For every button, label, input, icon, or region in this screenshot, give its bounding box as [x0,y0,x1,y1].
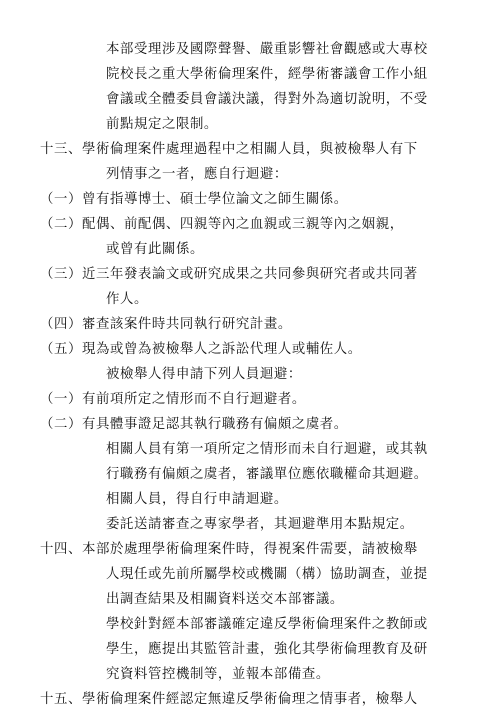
text-line: （一）有前項所定之情形而不自行迴避者。 [40,392,306,407]
text-line: 十四、本部於處理學術倫理案件時，得視案件需要，請被檢舉 [40,542,418,557]
text-line: 前點規定之限制。 [106,117,218,132]
text-line: 院校長之重大學術倫理案件，經學術審議會工作小組 [106,67,428,82]
text-line: 學校針對經本部審議確定違反學術倫理案件之教師或 [106,617,428,632]
text-line: （四）審查該案件時共同執行研究計畫。 [40,317,292,332]
text-line: 本部受理涉及國際聲譽、嚴重影響社會觀感或大專校 [106,42,428,57]
text-line: 學生，應提出其監管計畫，強化其學術倫理教育及研 [106,642,428,657]
text-line: 究資料管控機制等，並報本部備查。 [106,667,330,682]
text-line: 相關人員，得自行申請迴避。 [106,492,288,507]
text-line: 行職務有偏頗之虞者，審議單位應依職權命其迴避。 [106,467,428,482]
text-line: 列情事之一者，應自行迴避： [106,167,288,182]
text-line: （三）近三年發表論文或研究成果之共同參與研究者或共同著 [40,267,418,282]
text-line: （一）曾有指導博士、碩士學位論文之師生關係。 [40,192,348,207]
text-line: 出調查結果及相關資料送交本部審議。 [106,592,344,607]
text-line: 十三、學術倫理案件處理過程中之相關人員，與被檢舉人有下 [40,142,418,157]
text-line: 會議或全體委員會議決議，得對外為適切說明，不受 [106,92,428,107]
text-line: （二）配偶、前配偶、四親等內之血親或三親等內之姻親， [40,217,404,232]
text-line: 或曾有此關係。 [106,242,204,257]
text-line: 委託送請審查之專家學者，其迴避準用本點規定。 [106,517,414,532]
text-line: 相關人員有第一項所定之情形而未自行迴避，或其執 [106,442,428,457]
text-line: 十五、學術倫理案件經認定無違反學術倫理之情事者，檢舉人 [40,692,418,707]
text-line: 作人。 [106,292,148,307]
text-line: （二）有具體事證足認其執行職務有偏頗之虞者。 [40,417,348,432]
text-line: 人現任或先前所屬學校或機關（構）協助調查，並提 [106,567,428,582]
text-line: （五）現為或曾為被檢舉人之訴訟代理人或輔佐人。 [40,342,362,357]
text-line: 被檢舉人得申請下列人員迴避： [106,367,302,382]
